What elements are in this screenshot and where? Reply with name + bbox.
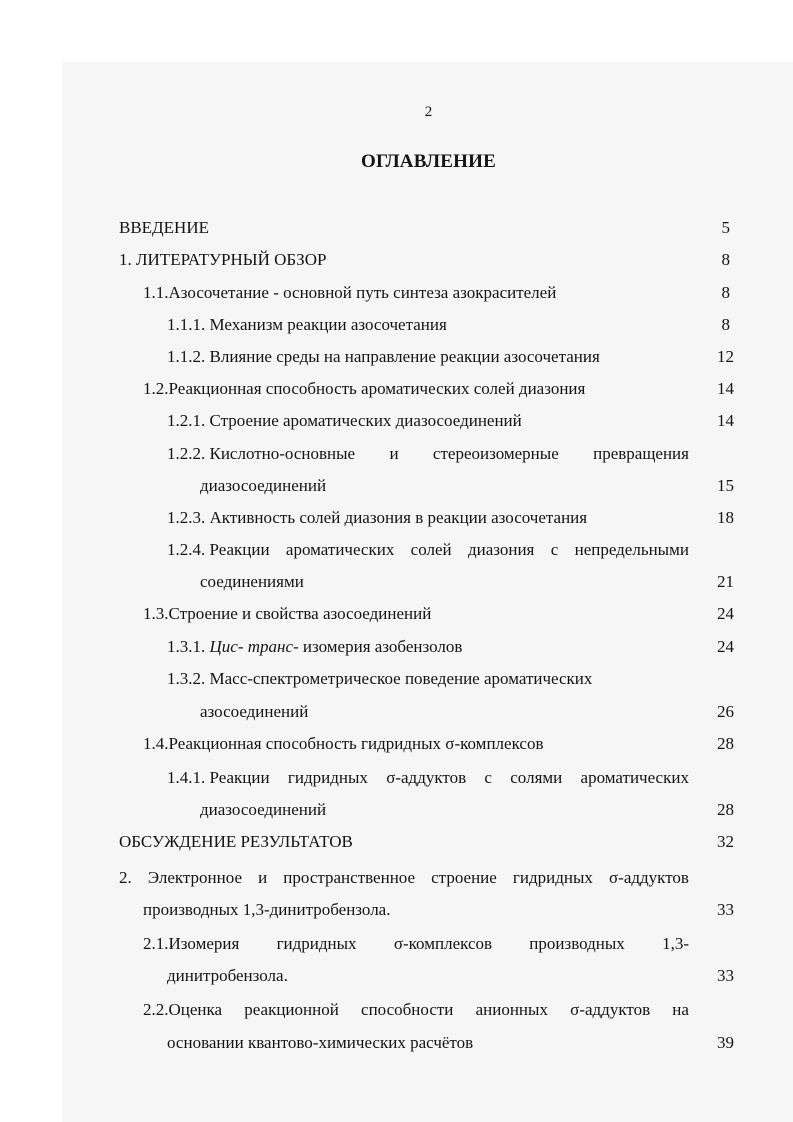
toc-entry-page: 33 bbox=[717, 900, 734, 919]
toc-entry-text bbox=[143, 932, 689, 956]
toc-entry-text: 1. ЛИТЕРАТУРНЫЙ ОБЗОР bbox=[119, 250, 327, 269]
toc-word: солями bbox=[510, 768, 563, 787]
toc-entry-page: 8 bbox=[721, 283, 730, 302]
toc-entry-1-3[interactable] bbox=[0, 602, 793, 626]
toc-word: Электронное bbox=[147, 868, 242, 887]
toc-word: солей bbox=[410, 540, 452, 559]
toc-word: 2. bbox=[119, 868, 132, 887]
toc-entry-1-4-1-cont[interactable] bbox=[0, 798, 793, 822]
page-number: 2 bbox=[424, 104, 433, 120]
toc-entry-1-1-1[interactable] bbox=[0, 313, 793, 337]
page-title: ОГЛАВЛЕНИЕ bbox=[361, 151, 496, 172]
toc-entry-text: 1.2.1. Строение ароматических диазосоединений bbox=[167, 411, 522, 430]
toc-entry-2-2-cont[interactable] bbox=[0, 1031, 793, 1055]
toc-word: 1.2.2. Кислотно-основные bbox=[167, 444, 356, 463]
toc-entry-text bbox=[167, 766, 689, 790]
toc-entry-page: 33 bbox=[717, 966, 734, 985]
toc-entry-text: 1.2.Реакционная способность ароматических солей диазония bbox=[143, 379, 586, 398]
toc-entry-text: 1.1.2. Влияние среды на направление реакции азосочетания bbox=[167, 347, 600, 366]
toc-entry-page: 21 bbox=[717, 572, 734, 591]
toc-entry-2-cont[interactable] bbox=[0, 898, 793, 922]
toc-entry-1-3-2[interactable] bbox=[0, 667, 793, 691]
toc-entry-page: 8 bbox=[721, 250, 730, 269]
toc-entry-page: 5 bbox=[721, 218, 730, 237]
toc-entry-text bbox=[143, 998, 689, 1022]
toc-entry-1-3-2-cont[interactable] bbox=[0, 700, 793, 724]
toc-word: диазония bbox=[467, 540, 535, 559]
toc-entry-page: 12 bbox=[717, 347, 734, 366]
toc-entry-text-cont: основании квантово-химических расчётов bbox=[167, 1033, 474, 1052]
toc-entry-text: ОБСУЖДЕНИЕ РЕЗУЛЬТАТОВ bbox=[119, 832, 353, 851]
toc-entry-page: 15 bbox=[717, 476, 734, 495]
toc-entry-1-2-1[interactable] bbox=[0, 409, 793, 433]
toc-word: строение bbox=[431, 868, 497, 887]
toc-word: стереоизомерные bbox=[432, 444, 559, 463]
toc-word: и bbox=[258, 868, 268, 887]
toc-entry-text-cont: азосоединений bbox=[200, 702, 309, 721]
toc-entry-1-3-1[interactable] bbox=[0, 635, 793, 659]
toc-entry-page: 28 bbox=[717, 800, 734, 819]
toc-entry-page: 24 bbox=[717, 604, 734, 623]
toc-entry-1-2-3[interactable] bbox=[0, 506, 793, 530]
toc-entry-2[interactable] bbox=[0, 866, 793, 890]
toc-word: гидридных bbox=[287, 768, 368, 787]
toc-entry-1[interactable] bbox=[0, 248, 793, 272]
toc-word: 1.4.1. Реакции bbox=[167, 768, 270, 787]
toc-entry-page: 14 bbox=[717, 379, 734, 398]
toc-entry-text bbox=[167, 635, 462, 659]
toc-word: ароматических bbox=[580, 768, 689, 787]
toc-entry-page: 18 bbox=[717, 508, 734, 527]
toc-entry-text bbox=[167, 442, 689, 466]
toc-entry-1-1-2[interactable] bbox=[0, 345, 793, 369]
toc-entry-page: 24 bbox=[717, 637, 734, 656]
toc-word: производных bbox=[529, 934, 625, 953]
toc-entry-text-cont: динитробензола. bbox=[167, 966, 288, 985]
toc-word: 2.2.Оценка bbox=[143, 1000, 223, 1019]
toc-word: способности bbox=[361, 1000, 454, 1019]
toc-word: гидридных bbox=[276, 934, 357, 953]
toc-entry-1-2-4-cont[interactable] bbox=[0, 570, 793, 594]
toc-entry-1-2-2[interactable] bbox=[0, 442, 793, 466]
toc-entry-discussion[interactable] bbox=[0, 830, 793, 854]
toc-word: гидридных bbox=[512, 868, 593, 887]
toc-entry-page: 32 bbox=[717, 832, 734, 851]
toc-entry-text: ВВЕДЕНИЕ bbox=[119, 218, 209, 237]
toc-word: σ-аддуктов bbox=[609, 868, 689, 887]
toc-entry-1-2-2-cont[interactable] bbox=[0, 474, 793, 498]
toc-entry-text: 1.3.2. Масс-спектрометрическое поведение ароматических bbox=[167, 669, 593, 688]
toc-word: с bbox=[550, 540, 559, 559]
toc-entry-page: 8 bbox=[721, 315, 730, 334]
toc-entry-text-cont: диазосоединений bbox=[200, 476, 327, 495]
toc-entry-2-1-cont[interactable] bbox=[0, 964, 793, 988]
toc-word: непредельными bbox=[574, 540, 689, 559]
toc-word: пространственное bbox=[283, 868, 416, 887]
toc-word: анионных bbox=[475, 1000, 548, 1019]
toc-entry-text: 1.2.3. Активность солей диазония в реакции азосочетания bbox=[167, 508, 588, 527]
toc-word: на bbox=[672, 1000, 689, 1019]
toc-entry-text bbox=[119, 866, 689, 890]
toc-entry-2-2[interactable] bbox=[0, 998, 793, 1022]
toc-entry-page: 26 bbox=[717, 702, 734, 721]
toc-entry-introduction[interactable] bbox=[0, 216, 793, 240]
toc-entry-text: 1.1.Азосочетание - основной путь синтеза азокрасителей bbox=[143, 283, 557, 302]
toc-entry-text: 1.4.Реакционная способность гидридных σ-комплексов bbox=[143, 734, 544, 753]
toc-entry-1-1[interactable] bbox=[0, 281, 793, 305]
toc-entry-page: 39 bbox=[717, 1033, 734, 1052]
toc-word: σ-комплексов bbox=[393, 934, 493, 953]
toc-entry-1-4-1[interactable] bbox=[0, 766, 793, 790]
toc-word: σ-аддуктов bbox=[570, 1000, 651, 1019]
toc-word: 2.1.Изомерия bbox=[143, 934, 240, 953]
toc-word: превращения bbox=[593, 444, 689, 463]
toc-entry-text-cont: производных 1,3-динитробензола. bbox=[143, 900, 391, 919]
toc-word: реакционной bbox=[244, 1000, 339, 1019]
toc-entry-1-2[interactable] bbox=[0, 377, 793, 401]
toc-word: 1,3- bbox=[662, 934, 689, 953]
toc-word: σ-аддуктов bbox=[386, 768, 467, 787]
toc-word: и bbox=[389, 444, 399, 463]
toc-entry-1-2-4[interactable] bbox=[0, 538, 793, 562]
toc-entry-2-1[interactable] bbox=[0, 932, 793, 956]
toc-word: ароматических bbox=[285, 540, 395, 559]
toc-entry-text-cont: соединениями bbox=[200, 572, 304, 591]
toc-entry-italic: Цис- транс- bbox=[209, 637, 299, 656]
toc-word: с bbox=[484, 768, 492, 787]
toc-entry-page: 28 bbox=[717, 734, 734, 753]
toc-entry-text: 1.3.Строение и свойства азосоединений bbox=[143, 604, 432, 623]
toc-entry-text-cont: диазосоединений bbox=[200, 800, 327, 819]
toc-entry-1-4[interactable] bbox=[0, 732, 793, 756]
toc-word: 1.2.4. Реакции bbox=[167, 540, 270, 559]
toc-entry-rest: изомерия азобензолов bbox=[298, 637, 463, 656]
toc-entry-text bbox=[167, 538, 689, 562]
toc-entry-page: 14 bbox=[717, 411, 734, 430]
toc-entry-number: 1.3.1. bbox=[167, 637, 210, 656]
toc-entry-text: 1.1.1. Механизм реакции азосочетания bbox=[167, 315, 447, 334]
